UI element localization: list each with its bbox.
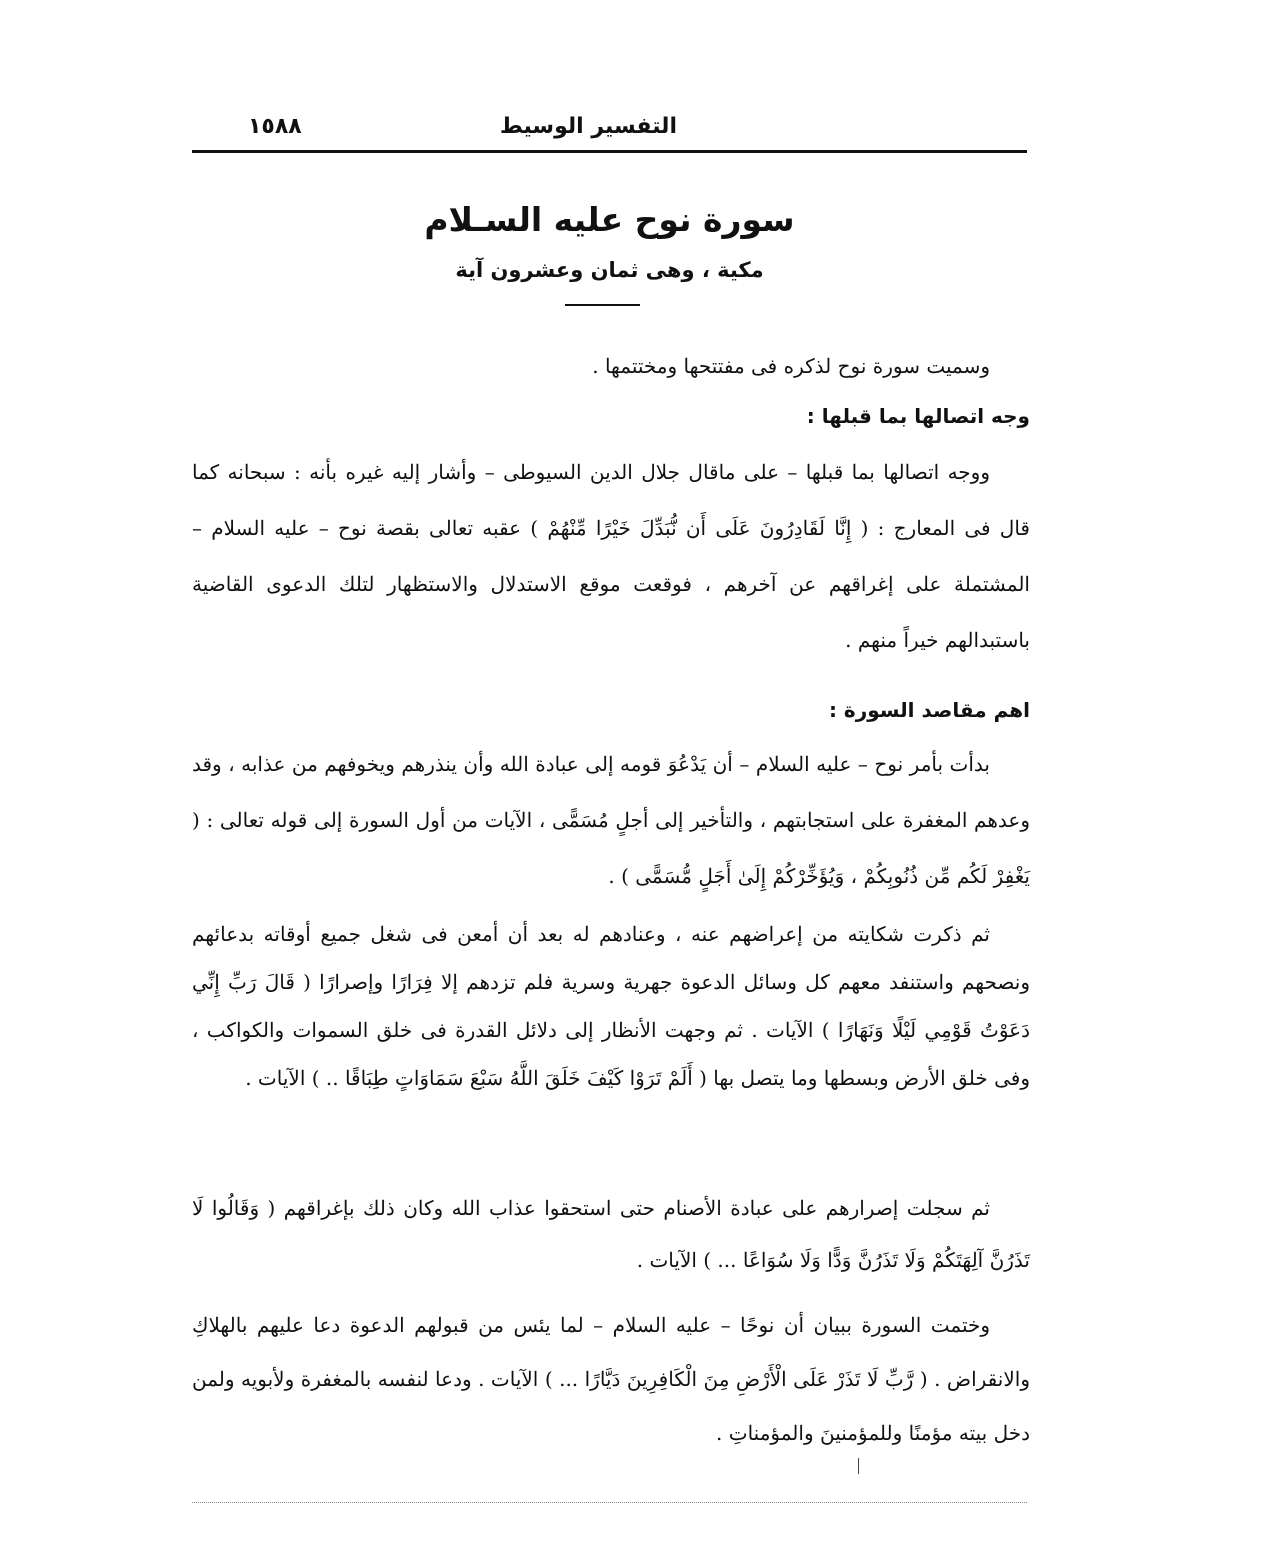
running-title: التفسير الوسيط xyxy=(499,114,677,139)
running-header xyxy=(192,108,1027,148)
surah-subtitle: مكية ، وهى ثمان وعشرون آية xyxy=(455,258,764,282)
intro-paragraph: وسميت سورة نوح لذكره فى مفتتحها ومختتمها . xyxy=(592,354,990,378)
paragraph-purpose-2: ثم ذكرت شكايته من إعراضهم عنه ، وعنادهم له بعد أن أمعن فى شغل جميع أوقاته بدعائهم ونصحهم واستنفد معهم كل وسائل الدعوة جهرية وسرية فلم تزدهم إلا فِرَارًا وإصرارًا ( قَالَ رَبِّ إِنِّي دَعَوْتُ قَوْمِي لَيْلًا وَنَهَارًا ) الآيات . ثم وجهت الأنظار إلى دلائل القدرة فى خلق السموات والكواكب ، وفى خلق الأرض وبسطها وما يتصل بها ( أَلَمْ تَرَوْا كَيْفَ خَلَقَ اللَّهُ سَبْعَ سَمَاوَاتٍ طِبَاقًا .. ) الآيات . xyxy=(192,922,1030,1090)
bottom-rule xyxy=(192,1502,1027,1503)
section-heading-connection: وجه اتصالها بما قبلها : xyxy=(806,404,1030,428)
header-rule xyxy=(192,150,1027,153)
page-number: ١٥٨٨ xyxy=(248,114,302,139)
paragraph-connection: ووجه اتصالها بما قبلها – على ماقال جلال الدين السيوطى – وأشار إليه غيره بأنه : سبحانه كما قال فى المعارج : ( إِنَّا لَقَادِرُونَ عَلَى أَن نُّبَدِّلَ خَيْرًا مِّنْهُمْ ) عقبه تعالى بقصة نوح – عليه السلام – المشتملة على إغراقهم عن آخرهم ، فوقعت موقع الاستدلال والاستظهار لتلك الدعوى القاضية باستبدالهم خيراً منهم . xyxy=(192,460,1030,652)
surah-title: سورة نوح عليه السـلام xyxy=(424,200,795,239)
title-rule xyxy=(565,304,640,306)
paragraph-purpose-4: وختمت السورة ببيان أن نوحًا – عليه السلام – لما يئس من قبولهم الدعوة دعا عليهم بالهلاكِ والانقراض . ( رَّبِّ لَا تَذَرْ عَلَى الْأَرْضِ مِنَ الْكَافِرِينَ دَيَّارًا ... ) الآيات . ودعا لنفسه بالمغفرة ولأبويه ولمن دخل بيته مؤمنًا وللمؤمنينَ والمؤمناتِ . xyxy=(192,1313,1030,1445)
paragraph-purpose-3: ثم سجلت إصرارهم على عبادة الأصنام حتى استحقوا عذاب الله وكان ذلك بإغراقهم ( وَقَالُوا لَا تَذَرُنَّ آلِهَتَكُمْ وَلَا تَذَرُنَّ وَدًّا وَلَا سُوَاعًا ... ) الآيات . xyxy=(192,1196,1030,1272)
paragraph-purpose-1: بدأت بأمر نوح – عليه السلام – أن يَدْعُوَ قومه إلى عبادة الله وأن ينذرهم ويخوفهم من عذابه ، وقد وعدهم المغفرة على استجابتهم ، والتأخير إلى أجلٍ مُسَمًّى ، الآيات من أول السورة إلى قوله تعالى : ( يَغْفِرْ لَكُم مِّن ذُنُوبِكُمْ ، وَيُؤَخِّرْكُمْ إِلَىٰ أَجَلٍ مُّسَمًّى ) . xyxy=(192,752,1030,888)
print-mark xyxy=(858,1458,859,1474)
section-heading-purposes: اهم مقاصد السورة : xyxy=(828,698,1030,722)
